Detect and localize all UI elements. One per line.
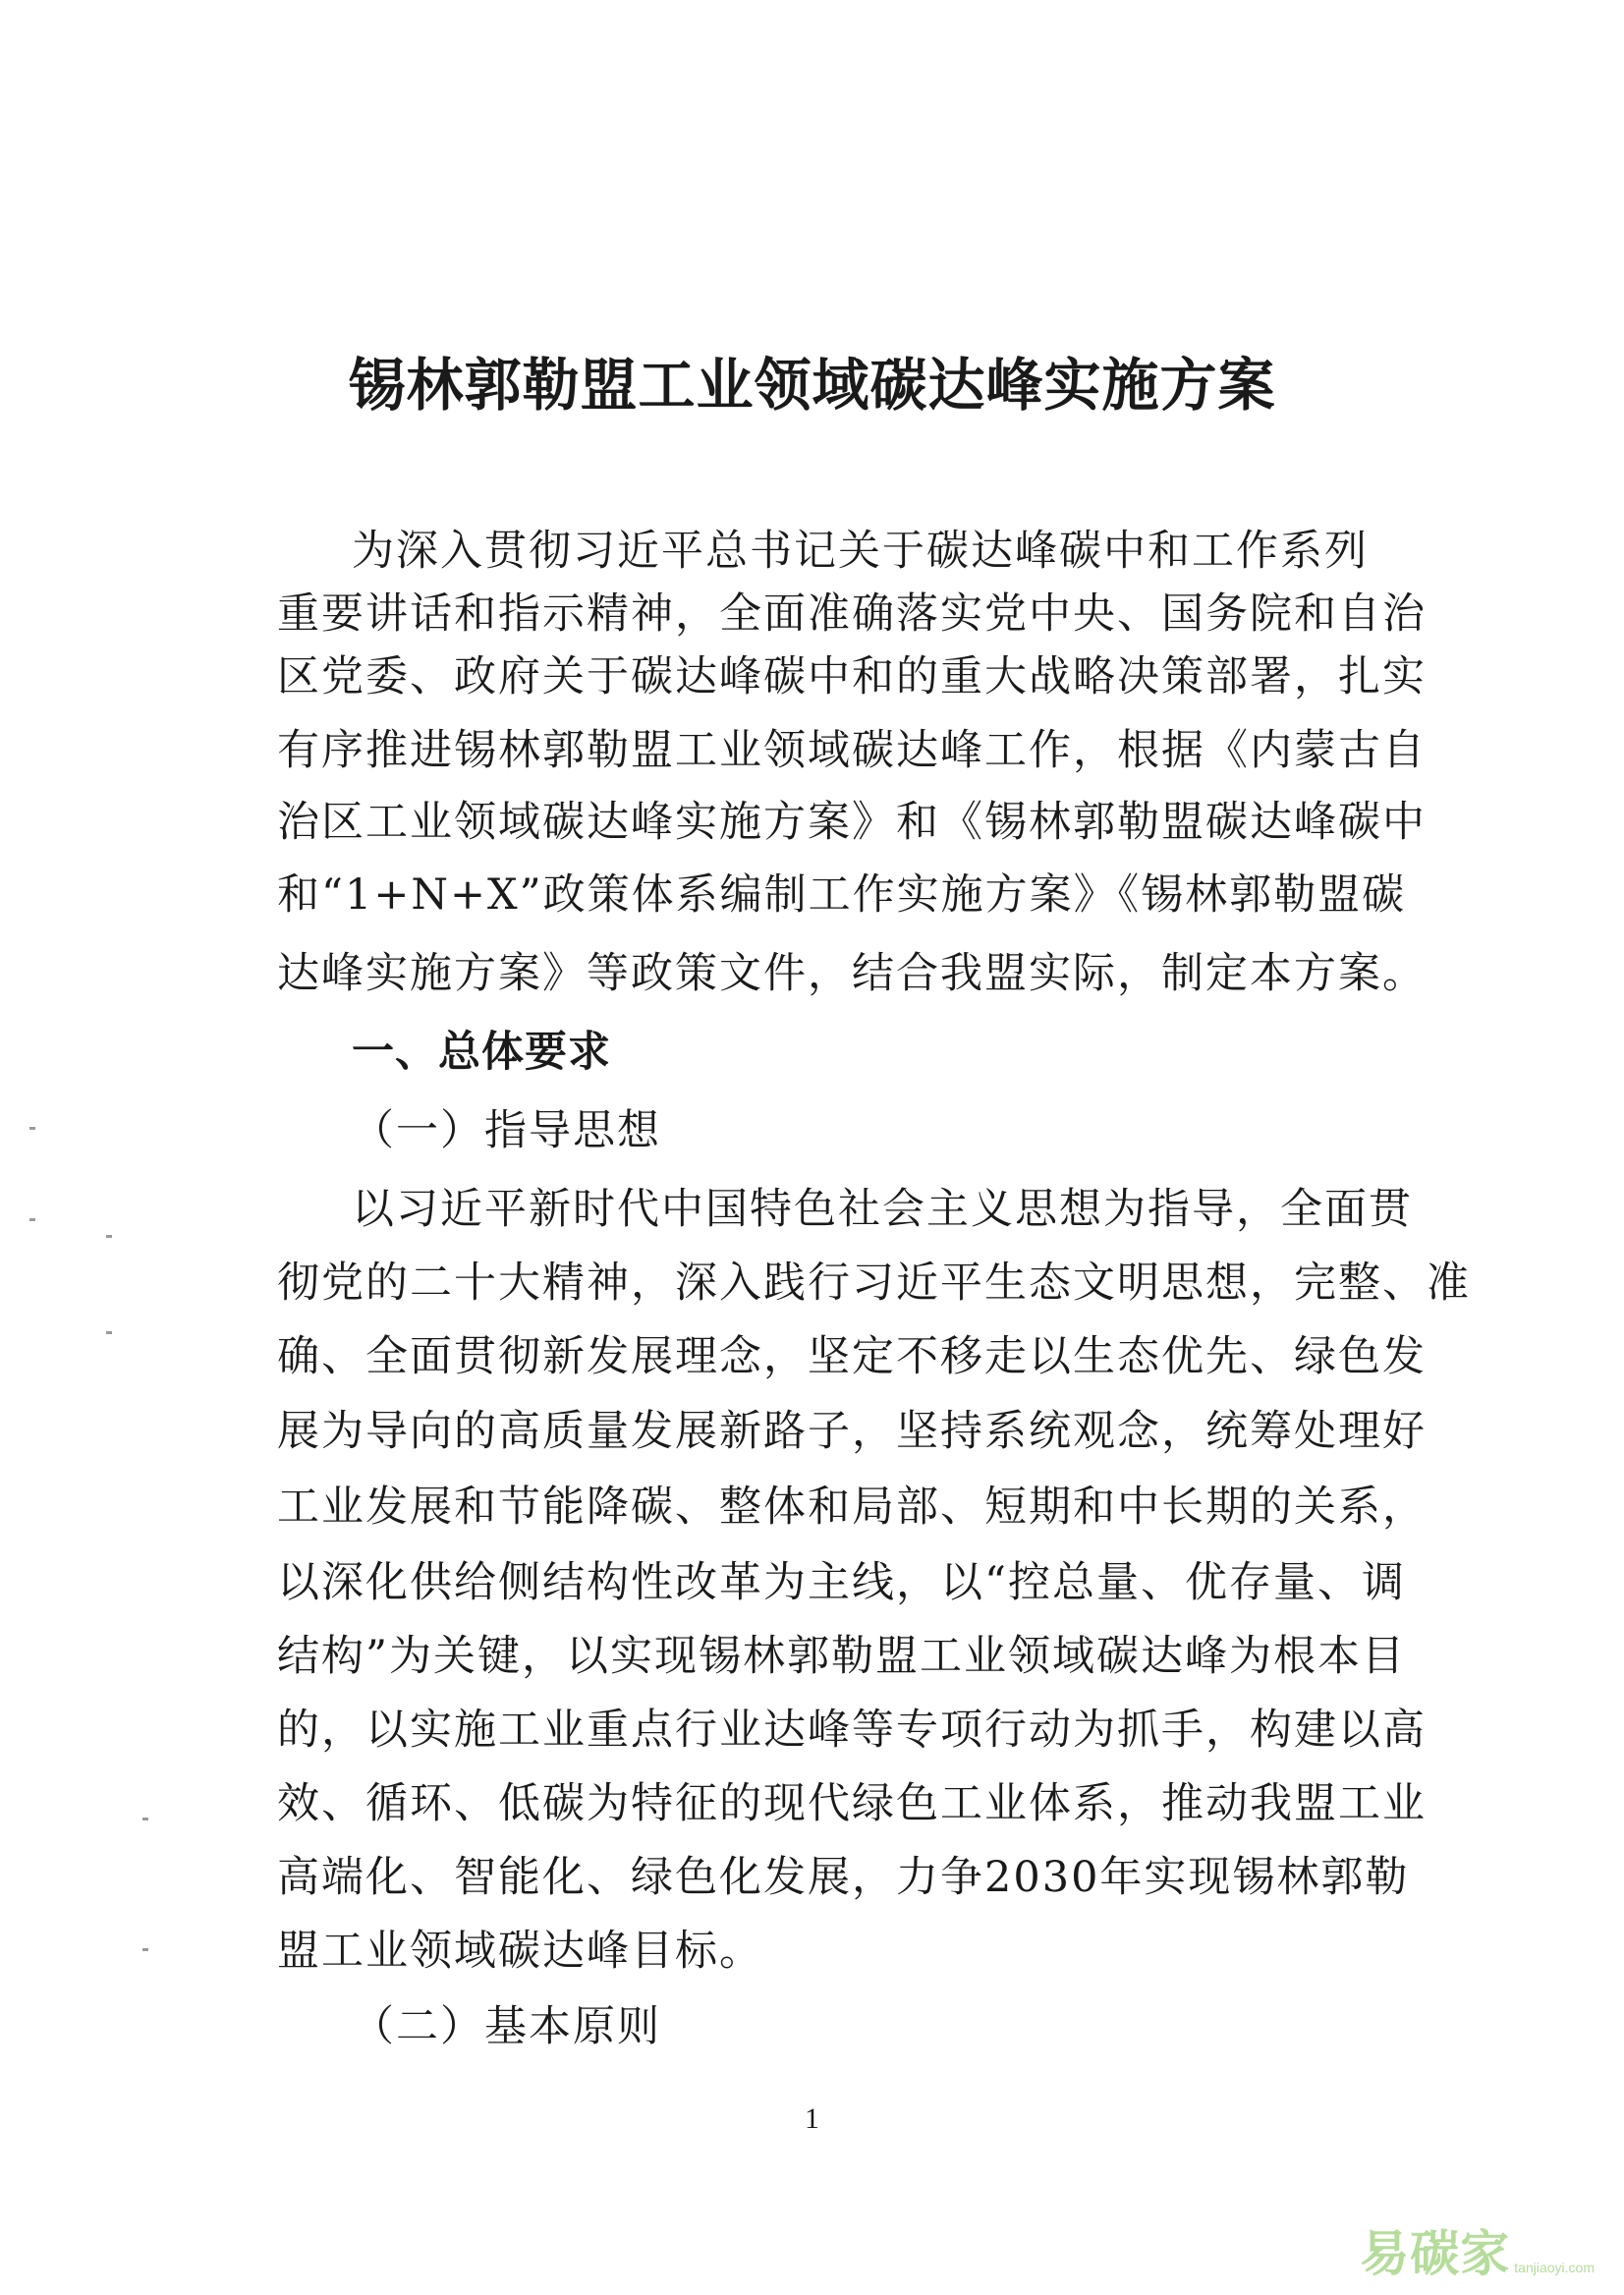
subsection-heading-basic-principles: （二）基本原则 (352, 2002, 661, 2051)
guiding-line-10: 高端化、智能化、绿色化发展，力争2030年实现锡林郭勒 (277, 1853, 1410, 1902)
guiding-line-6: 以深化供给侧结构性改革为主线，以“控总量、优存量、调 (277, 1558, 1406, 1607)
intro-line-5: 治区工业领域碳达峰实施方案》和《锡林郭勒盟碳达峰碳中 (277, 798, 1427, 847)
scan-speck (106, 1235, 112, 1238)
section-heading-general-requirements: 一、总体要求 (352, 1028, 611, 1077)
subsection-heading-guiding-thought: （一）指导思想 (352, 1106, 661, 1155)
guiding-line-8: 的，以实施工业重点行业达峰等专项行动为抓手，构建以高 (277, 1706, 1427, 1755)
intro-line-2: 重要讲话和指示精神，全面准确落实党中央、国务院和自治 (277, 589, 1427, 639)
guiding-line-3: 确、全面贯彻新发展理念，坚定不移走以生态优先、绿色发 (277, 1332, 1427, 1381)
guiding-line-9: 效、循环、低碳为特征的现代绿色工业体系，推动我盟工业 (277, 1779, 1427, 1828)
intro-line-7: 达峰实施方案》等政策文件，结合我盟实际，制定本方案。 (277, 949, 1427, 998)
guiding-line-2: 彻党的二十大精神，深入践行习近平生态文明思想，完整、准 (277, 1259, 1471, 1308)
page-number: 1 (805, 2102, 819, 2135)
scan-speck (142, 1948, 148, 1951)
guiding-line-11: 盟工业领域碳达峰目标。 (277, 1927, 763, 1976)
intro-line-6: 和“1+N+X”政策体系编制工作实施方案》《锡林郭勒盟碳 (277, 870, 1407, 920)
site-watermark (1360, 2214, 1595, 2285)
scan-speck (106, 1331, 112, 1334)
scan-speck (142, 1818, 148, 1820)
intro-line-1: 为深入贯彻习近平总书记关于碳达峰碳中和工作系列 (352, 527, 1369, 576)
watermark-logo: 易碳家 (1360, 2225, 1511, 2282)
watermark-url: tanjiaoyi.com (1514, 2260, 1595, 2275)
intro-line-4: 有序推进锡林郭勒盟工业领域碳达峰工作，根据《内蒙古自 (277, 726, 1427, 775)
guiding-line-7: 结构”为关键，以实现锡林郭勒盟工业领域碳达峰为根本目 (277, 1632, 1406, 1681)
intro-line-3: 区党委、政府关于碳达峰碳中和的重大战略决策部署，扎实 (277, 652, 1427, 701)
scan-speck (29, 1218, 35, 1221)
scan-speck (29, 1127, 35, 1130)
document-title: 锡林郭勒盟工业领域碳达峰实施方案 (348, 352, 1276, 419)
guiding-line-4: 展为导向的高质量发展新路子，坚持系统观念，统筹处理好 (277, 1407, 1427, 1456)
guiding-line-1: 以习近平新时代中国特色社会主义思想为指导，全面贯 (352, 1185, 1413, 1234)
guiding-line-5: 工业发展和节能降碳、整体和局部、短期和中长期的关系， (277, 1483, 1427, 1532)
